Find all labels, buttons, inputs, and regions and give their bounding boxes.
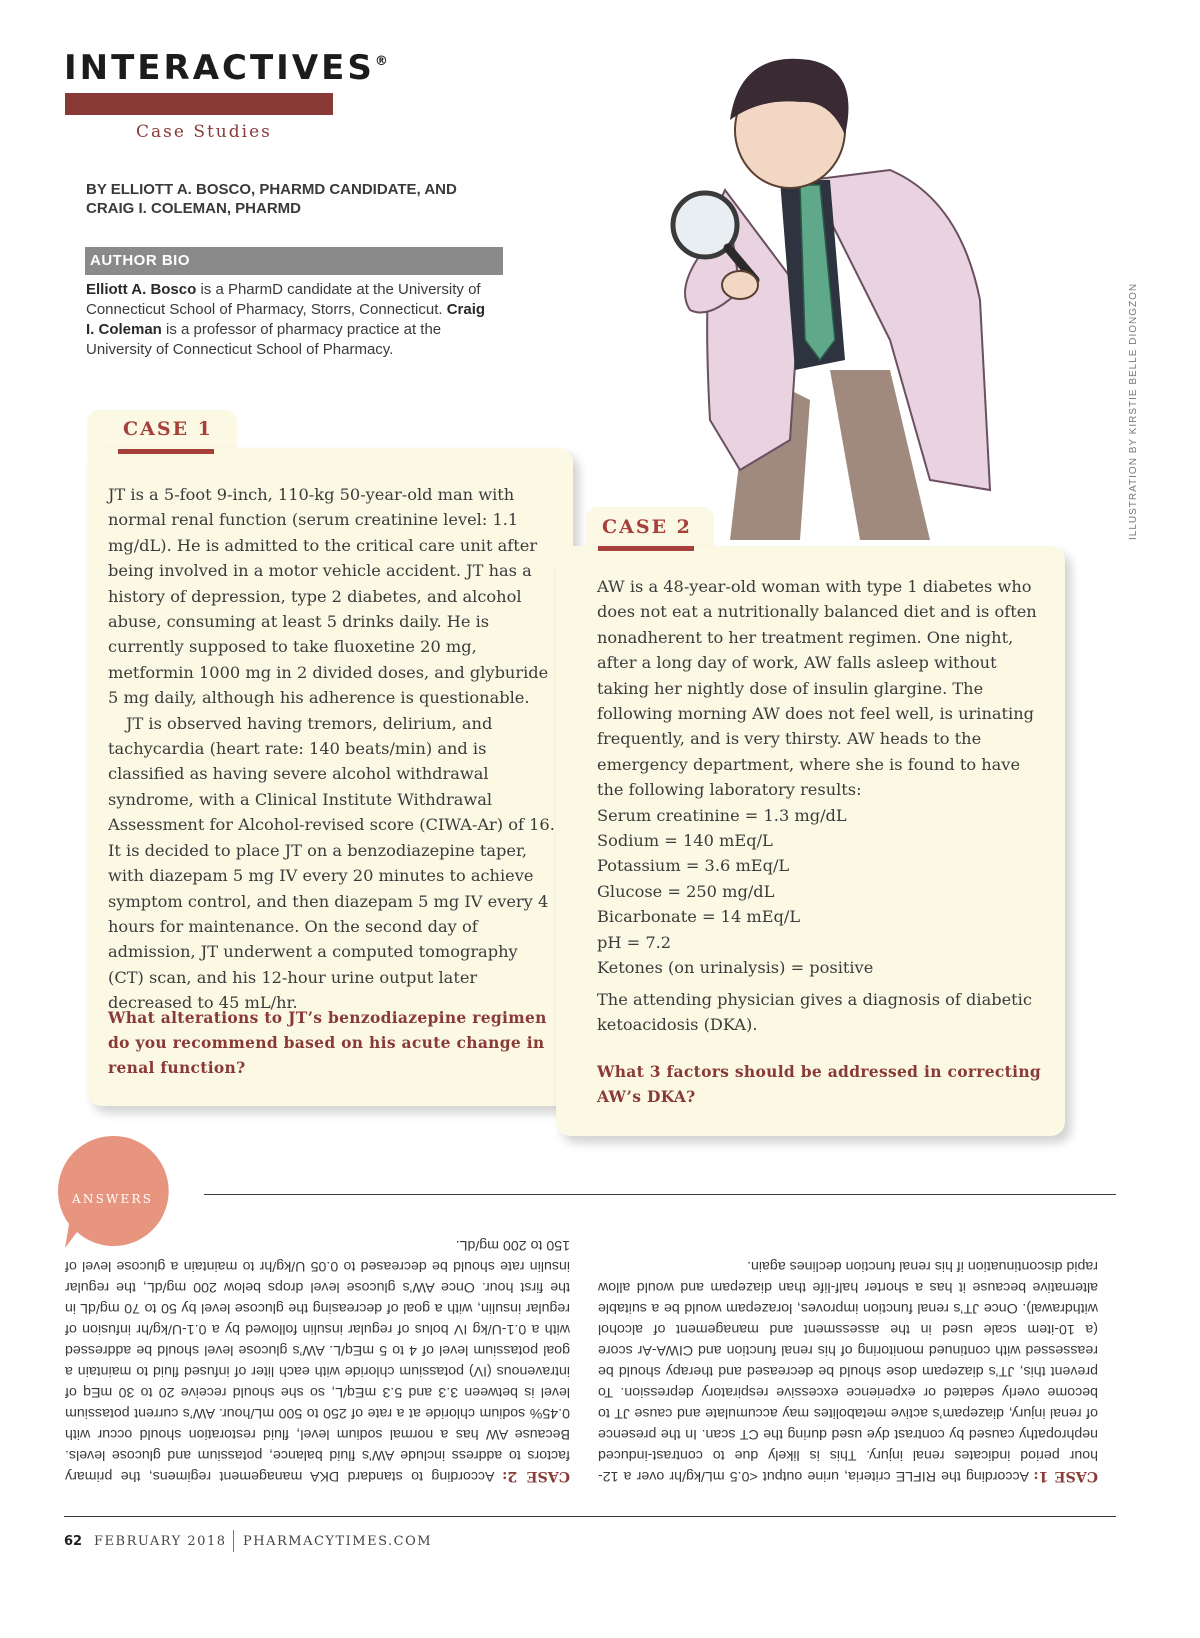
site-link[interactable]: PHARMACYTIMES.COM	[243, 1534, 433, 1549]
lab-result: Serum creatinine = 1.3 mg/dL	[597, 805, 847, 825]
lab-results	[597, 803, 1049, 981]
page-number: 62	[64, 1534, 83, 1549]
case1-text	[108, 482, 558, 1016]
answer-case2	[65, 1228, 570, 1486]
lab-result: Potassium = 3.6 mEq/L	[597, 856, 790, 876]
author-bio-heading: AUTHOR BIO	[90, 252, 190, 269]
case1-label: CASE 1	[123, 418, 213, 440]
lab-result: pH = 7.2	[597, 932, 672, 952]
answer-case1-head: CASE 1:	[1033, 1468, 1098, 1484]
case1-paragraph: JT is a 5-foot 9-inch, 110-kg 50-year-old man with normal renal function (serum creatinine level: 1.1 mg/dL). He is admitted to the critical care unit after being involved in a motor vehicle accident. JT has a history of depression, type 2 diabetes, and alcohol abuse, consuming at least 5 drinks daily. He is currently supposed to take fluoxetine 20 mg, metformin 1000 mg in 2 divided doses, and glyburide 5 mg daily, although his adherence is questionable.	[108, 485, 549, 708]
case1-question: What alterations to JT’s benzodiazepine regimen do you recommend based on his acute change in renal function?	[108, 1008, 547, 1077]
case2-label: CASE 2	[602, 516, 692, 538]
brand-text: INTERACTIVES	[64, 48, 375, 88]
answer-case2-text: According to standard DKA management regimens, the primary factors to address include AW’s fluid balance, potassium and glucose levels. Because AW has a normal sodium level, fluid restoration should occur with 0.45% sodium chloride at a rate of 250 to 500 mL/hour. AW’s current potassium level is between 3.3 and 5.3 mEq/L, so she should receive 20 to 30 mEq of intravenous (IV) potassium chloride with each liter of infused fluid to maintain a goal potassium level of 4 to 5 mEq/L. AW’s glucose level should be addressed with a 0.1-U/kg IV bolus of regular insulin followed by a 0.1-U/kg/hr infusion of regular insulin, with a goal of decreasing the glucose level by 50 to 70 mg/dL in the first hour. Once AW’s glucose level drops below 200 mg/dL, the regular insulin rate should be decreased to 0.05 U/kg/hr to maintain a glucose level of 150 to 200 mg/dL.	[65, 1237, 570, 1484]
author-name-2: Craig I. Coleman	[86, 301, 486, 338]
case2-question: What 3 factors should be addressed in correcting AW’s DKA?	[597, 1062, 1042, 1106]
case1-paragraph: JT is observed having tremors, delirium, and tachycardia (heart rate: 140 beats/min) and is classified as having severe alcohol withdrawal syndrome, with a Clinical Institute Withdrawal Assessment for Alcohol-revised score (CIWA-Ar) of 16. It is decided to place JT on a benzodiazepine taper, with diazepam 5 mg IV every 20 minutes to achieve symptom control, and then diazepam 5 mg IV every 4 hours for maintenance. On the second day of admission, JT underwent a computed tomography (CT) scan, and his 12-hour urine output later decreased to 45 mL/hr.	[108, 713, 555, 1013]
answers-divider	[204, 1194, 1116, 1195]
answer-case2-head: CASE 2:	[502, 1468, 570, 1484]
issue-date: FEBRUARY 2018	[94, 1534, 227, 1549]
case2-underline	[598, 546, 694, 551]
footer-separator	[233, 1530, 234, 1552]
lab-result: Ketones (on urinalysis) = positive	[597, 958, 874, 978]
lab-result: Glucose = 250 mg/dL	[597, 881, 775, 901]
answers-label: ANSWERS	[72, 1192, 154, 1206]
lab-result: Bicarbonate = 14 mEq/L	[597, 907, 801, 927]
author-name-1: Elliott A. Bosco	[86, 281, 197, 298]
byline: BY ELLIOTT A. BOSCO, PHARMD CANDIDATE, AND CRAIG I. COLEMAN, PHARMD	[86, 181, 457, 217]
brand-bar	[65, 93, 333, 115]
pharmacist-illustration	[630, 40, 1050, 550]
author-bio-text	[86, 280, 496, 360]
section-title: Case Studies	[136, 122, 272, 142]
case2-paragraph: The attending physician gives a diagnosis of diabetic ketoacidosis (DKA).	[597, 989, 1032, 1034]
footer-divider	[64, 1516, 1116, 1517]
registered-mark: ®	[374, 54, 388, 69]
author-desc-2: is a professor of pharmacy practice at the University of Connecticut School of Pharmacy.	[86, 321, 442, 358]
case1-underline	[118, 449, 214, 454]
answer-case1-text: According the RIFLE criteria, urine output <0.5 mL/kg/hr over a 12-hour period indicates renal injury. This is likely due to contrast-induced nephropathy caused by contrast dye used during the CT scan. In the presence of renal injury, diazepam’s active metabolites may accumulate and cause JT to become overly sedated or experience excessive respiratory depression. To prevent this, JT’s diazepam dose should be decreased and therapy should be reassessed with continued monitoring of his renal function and CIWA-Ar score (a 10-item scale used in the assessment and management of alcohol withdrawal). Once JT’s renal function improves, lorazepam would be a suitable alternative because it has a shorter half-life than diazepam and would allow rapid discontinuation if his renal function declines again.	[598, 1258, 1098, 1484]
brand-title	[64, 48, 388, 88]
case2-text	[597, 574, 1049, 1037]
illustration-credit: ILLUSTRATION BY KIRSTIE BELLE DIONGZON	[1128, 282, 1139, 540]
case2-paragraph: AW is a 48-year-old woman with type 1 diabetes who does not eat a nutritionally balanced diet and is often nonadherent to her treatment regimen. One night, after a long day of work, AW falls asleep without taking her nightly dose of insulin glargine. The following morning AW does not feel well, is urinating frequently, and is very thirsty. AW heads to the emergency department, where she is found to have the following laboratory results:	[597, 577, 1037, 800]
author-desc-1: is a PharmD candidate at the University of Connecticut School of Pharmacy, Storrs, Connecticut.	[86, 281, 481, 318]
lab-result: Sodium = 140 mEq/L	[597, 831, 773, 851]
answer-case1	[598, 1228, 1098, 1486]
